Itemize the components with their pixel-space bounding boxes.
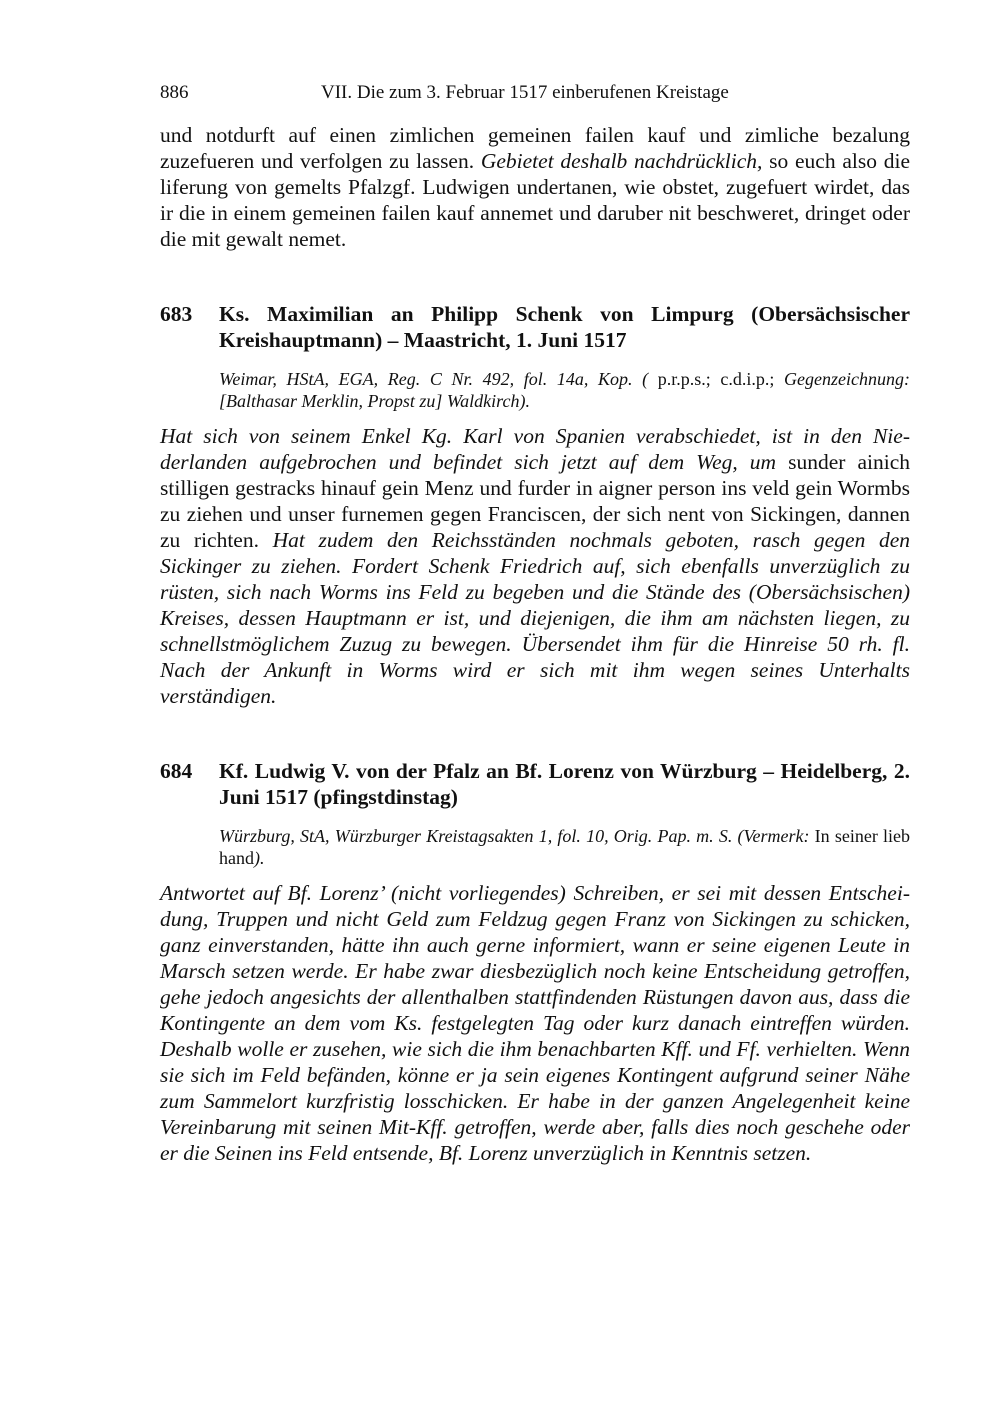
entry-heading: [160, 758, 910, 810]
italic-run: Würzburg, StA, Würzburger Kreistagsakten 1, fol. 10, Orig. Pap. m. S. (Vermerk:: [219, 826, 810, 846]
entry-number: 683: [160, 302, 193, 326]
text-run: In seiner lieb hand: [219, 826, 910, 868]
running-title: VII. Die zum 3. Februar 1517 einberufenen Kreistage: [321, 82, 729, 103]
italic-run: Weimar, HStA, EGA, Reg. C Nr. 492, fol. 14a, Kop. (: [219, 369, 649, 389]
italic-run: Hat sich von seinem Enkel Kg. Karl von Spanien verabschiedet, ist in den Niederlanden aufgebrochen und befindet sich jetzt auf dem Weg, um: [160, 424, 910, 474]
entry-heading: [160, 301, 910, 353]
text-run: sunder ainich stilligen gestracks hinauf gein Menz und furder in aigner person ins veld gein Wormbs zu ziehen und unser furnemen gegen Franciscen, der sich nent von Sickingen, dannen zu richten.: [160, 450, 910, 552]
running-header: [160, 78, 910, 108]
regest-paragraph: [160, 423, 910, 709]
entry-683: [160, 301, 910, 709]
italic-run: Hat zudem den Reichsständen nochmals geboten, rasch gegen den Sickinger zu ziehen. Fordert Schenk Friedrich auf, sich ebenfalls unverzüglich zu rüsten, sich nach Worms ins Feld zu begeben und die Stände des (Obersächsischen) Kreises, dessen Hauptmann er ist, und diejenigen, die ihm am nächsten liegen, zu schnellstmöglichem Zuzug zu bewegen. Übersendet ihm für die Hinreise 50 rh. fl. Nach der Ankunft in Worms wird er sich mit ihm wegen seines Unterhalts verständigen.: [160, 528, 910, 708]
text-run: p.r.p.s.;: [648, 369, 711, 389]
entry-number: 684: [160, 759, 193, 783]
italic-run: Gebietet deshalb nachdrücklich,: [480, 149, 763, 173]
text-run: und notdurft auf einen zimlichen gemeinen failen kauf und zimliche bezalung zuzefueren und verfolgen zu lassen.: [160, 123, 910, 173]
text-run: c.d.i.p.;: [710, 369, 775, 389]
text-run: so euch also die liferung von gemelts Pfalzgf. Ludwigen undertanen, wie obstet, zugefuert wirdet, das ir die in einem gemeinen failen kauf annemet und daruber nit beschweret, dringet oder die mit gewalt nemet.: [160, 149, 910, 251]
entry-title: Ks. Maximilian an Philipp Schenk von Limpurg (Obersächsischer Kreishauptmann) – Maastricht, 1. Juni 1517: [219, 302, 910, 352]
italic-run: ).: [254, 848, 265, 868]
italic-run: Gegenzeichnung: [Balthasar Merklin, Propst zu] Waldkirch).: [219, 369, 910, 411]
continuation-paragraph: [160, 122, 910, 252]
source-note: [219, 368, 910, 412]
document-page: [160, 78, 910, 1166]
entry-title: Kf. Ludwig V. von der Pfalz an Bf. Lorenz von Würzburg – Heidelberg, 2. Juni 1517 (pfingstdinstag): [219, 759, 910, 809]
page-number: 886: [160, 82, 189, 103]
entry-684: [160, 758, 910, 1166]
regest-paragraph: Antwortet auf Bf. Lorenz’ (nicht vorliegendes) Schreiben, er sei mit dessen Entscheidung, Truppen und nicht Geld zum Feldzug gegen Franz von Sickingen zu schicken, ganz einverstanden, hätte ihn auch gerne informiert, wann er seine eigenen Leute in Marsch setzen werde. Er habe zwar diesbezüglich noch keine Entscheidung getroffen, gehe jedoch angesichts der allenthalben stattfindenden Rüstungen davon aus, dass die Kontingente an dem vom Ks. festgelegten Tag oder kurz danach eintreffen würden. Deshalb wolle er zusehen, wie sich die ihm benachbarten Kff. und Ff. verhielten. Wenn sie sich im Feld befänden, könne er ja sein eigenes Kontingent aufgrund seiner Nähe zum Sammelort kurzfristig losschicken. Er habe in der ganzen Angelegenheit keine Vereinbarung mit seinen Mit-Kff. getroffen, werde aber, falls dies noch geschehe oder er die Seinen ins Feld entsende, Bf. Lorenz unverzüglich in Kenntnis setzen.: [160, 881, 910, 1165]
source-note: [219, 825, 910, 869]
